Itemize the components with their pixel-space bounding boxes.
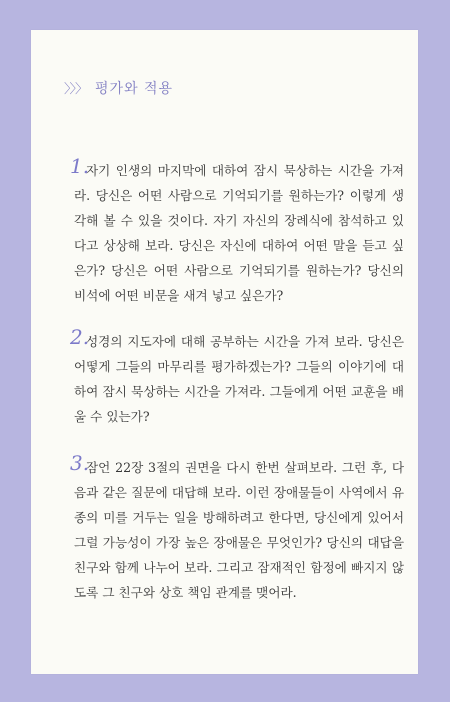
triple-chevron-right-icon: 〉〉〉 — [64, 81, 88, 97]
item-1 — [70, 154, 404, 308]
item-number: 2. — [70, 325, 90, 349]
section-header — [64, 82, 173, 96]
item-3 — [70, 451, 404, 605]
item-number: 1. — [70, 154, 90, 178]
item-number: 3. — [70, 451, 90, 475]
item-text: 자기 인생의 마지막에 대하여 잠시 묵상하는 시간을 가져라. 당신은 어떤 사람으로 기억되기를 원하는가? 이렇게 생각해 볼 수 있을 것이다. 자기 자신의 장례식에 참석하고 있다고 상상해 보라. 당신은 자신에 대하여 어떤 말을 듣고 싶은가? 당신은 어떤 사람으로 기억되기를 원하는가? 당신의 비석에 어떤 비문을 새겨 넣고 싶은가? — [74, 163, 404, 303]
section-title: 평가와 적용 — [95, 81, 174, 97]
item-2 — [70, 325, 404, 429]
document-page — [31, 30, 418, 674]
item-text: 잠언 22장 3절의 권면을 다시 한번 살펴보라. 그런 후, 다음과 같은 질문에 대답해 보라. 이런 장애물들이 사역에서 유종의 미를 거두는 일을 방해하려고 한다면, 당신에게 있어서 그럴 가능성이 가장 높은 장애물은 무엇인가? 당신의 대답을 친구와 함께 나누어 보라. 그리고 잠재적인 함정에 빠지지 않도록 그 친구와 상호 책임 관계를 맺어라. — [74, 460, 404, 600]
item-text: 성경의 지도자에 대해 공부하는 시간을 가져 보라. 당신은 어떻게 그들의 마무리를 평가하겠는가? 그들의 이야기에 대하여 잠시 묵상하는 시간을 가져라. 그들에게 어떤 교훈을 배울 수 있는가? — [74, 334, 404, 424]
